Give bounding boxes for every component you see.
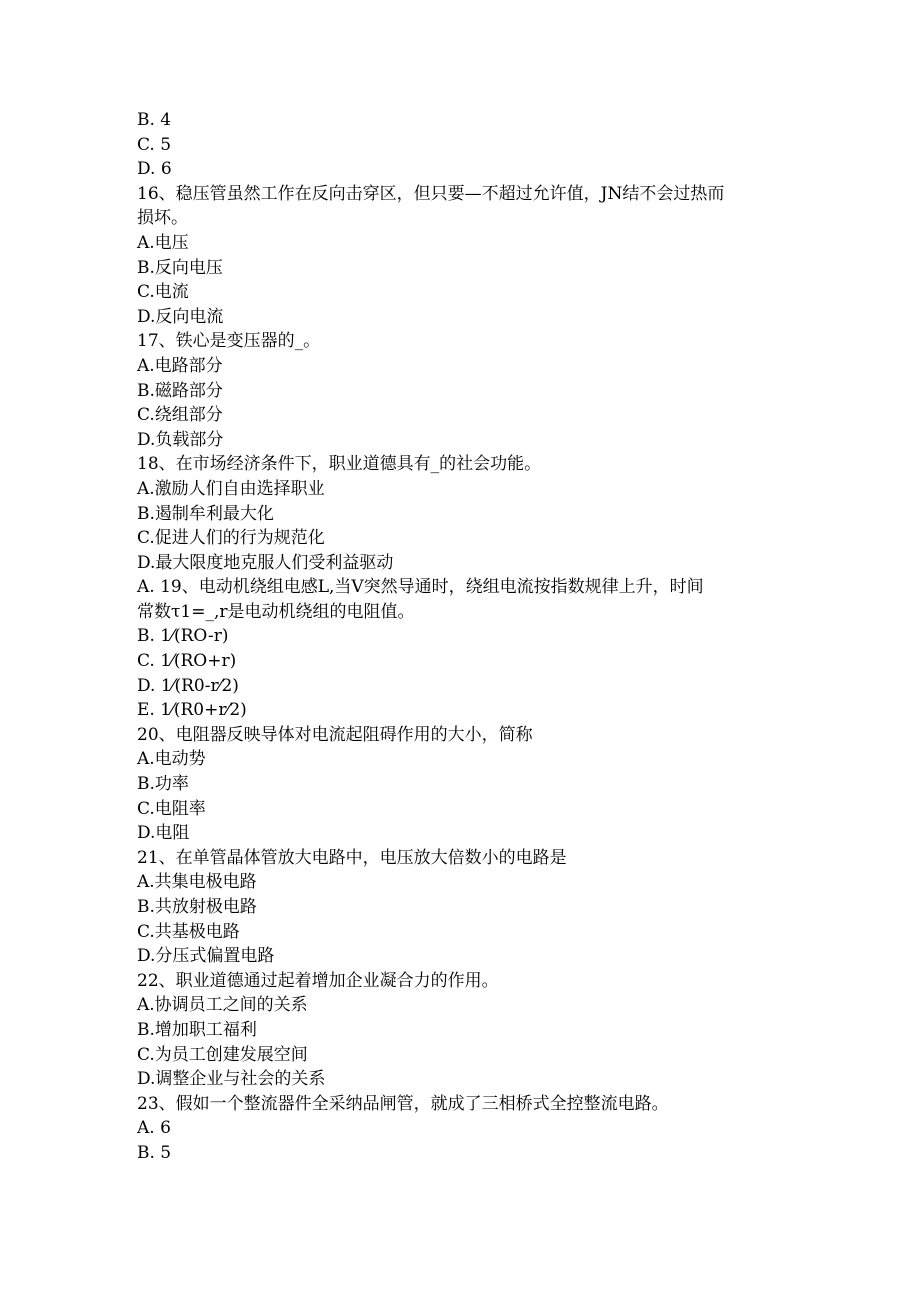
option-line: D. 1⁄(R0-r⁄2) xyxy=(137,675,239,696)
question-19-text: A. 19、电动机绕组电感L,当V突然导通时，绕组电流按指数规律上升，时间 xyxy=(137,577,704,598)
option-line: B.共放射极电路 xyxy=(137,897,257,917)
option-line: D.反向电流 xyxy=(137,306,224,327)
option-line: A.电路部分 xyxy=(137,355,223,376)
question-18-text: 18、在市场经济条件下，职业道德具有_的社会功能。 xyxy=(137,454,542,475)
question-21-text: 21、在单管晶体管放大电路中，电压放大倍数小的电路是 xyxy=(137,847,567,868)
option-line: A.共集电极电路 xyxy=(137,872,257,893)
option-line: A.激励人们自由选择职业 xyxy=(137,478,325,499)
option-line: D.最大限度地克服人们受利益驱动 xyxy=(137,552,394,573)
option-line: C.共基极电路 xyxy=(137,921,240,942)
question-19-text-cont: 常数τ1=_,r是电动机绕组的电阻值。 xyxy=(137,601,415,622)
option-line: B.磁路部分 xyxy=(137,380,223,401)
option-line: D. 6 xyxy=(137,159,172,180)
question-22-text: 22、职业道德通过起着增加企业凝合力的作用。 xyxy=(137,970,499,991)
option-line: A.协调员工之间的关系 xyxy=(137,995,308,1016)
question-16-text-cont: 损坏。 xyxy=(137,208,188,229)
option-line: D.调整企业与社会的关系 xyxy=(137,1069,326,1090)
option-line: C.电流 xyxy=(137,282,189,303)
option-line: C.绕组部分 xyxy=(137,405,223,426)
option-line: B. 4 xyxy=(137,110,172,130)
question-17-text: 17、铁心是变压器的_。 xyxy=(137,331,321,352)
option-line: B.反向电压 xyxy=(137,257,223,278)
option-line: B.遏制牟利最大化 xyxy=(137,503,274,524)
option-line: E. 1⁄(R0+r⁄2) xyxy=(137,700,247,721)
option-line: B.功率 xyxy=(137,774,189,795)
option-line: C.促进人们的行为规范化 xyxy=(137,528,325,549)
option-line: A.电动势 xyxy=(137,749,206,770)
question-23-text: 23、假如一个整流器件全采纳品闸管，就成了三相桥式全控整流电路。 xyxy=(137,1093,669,1114)
option-line: B. 5 xyxy=(137,1142,172,1163)
option-line: D.电阻 xyxy=(137,823,190,844)
option-line: B. 1⁄(RO-r) xyxy=(137,626,229,647)
option-line: D.负载部分 xyxy=(137,429,224,450)
option-line: C. 1⁄(RO+r) xyxy=(137,651,237,672)
option-line: A.电压 xyxy=(137,232,189,253)
question-list xyxy=(137,108,787,1166)
option-line: A. 6 xyxy=(137,1118,171,1139)
option-line: C. 5 xyxy=(137,134,172,155)
question-20-text: 20、电阻器反映导体对电流起阻碍作用的大小，简称 xyxy=(137,724,533,745)
option-line: D.分压式偏置电路 xyxy=(137,946,275,967)
option-line: C.电阻率 xyxy=(137,798,206,819)
option-line: C.为员工创建发展空间 xyxy=(137,1044,308,1065)
question-16-text: 16、稳压管虽然工作在反向击穿区，但只要—不超过允许值，JN结不会过热而 xyxy=(137,183,725,204)
option-line: B.增加职工福利 xyxy=(137,1019,257,1040)
